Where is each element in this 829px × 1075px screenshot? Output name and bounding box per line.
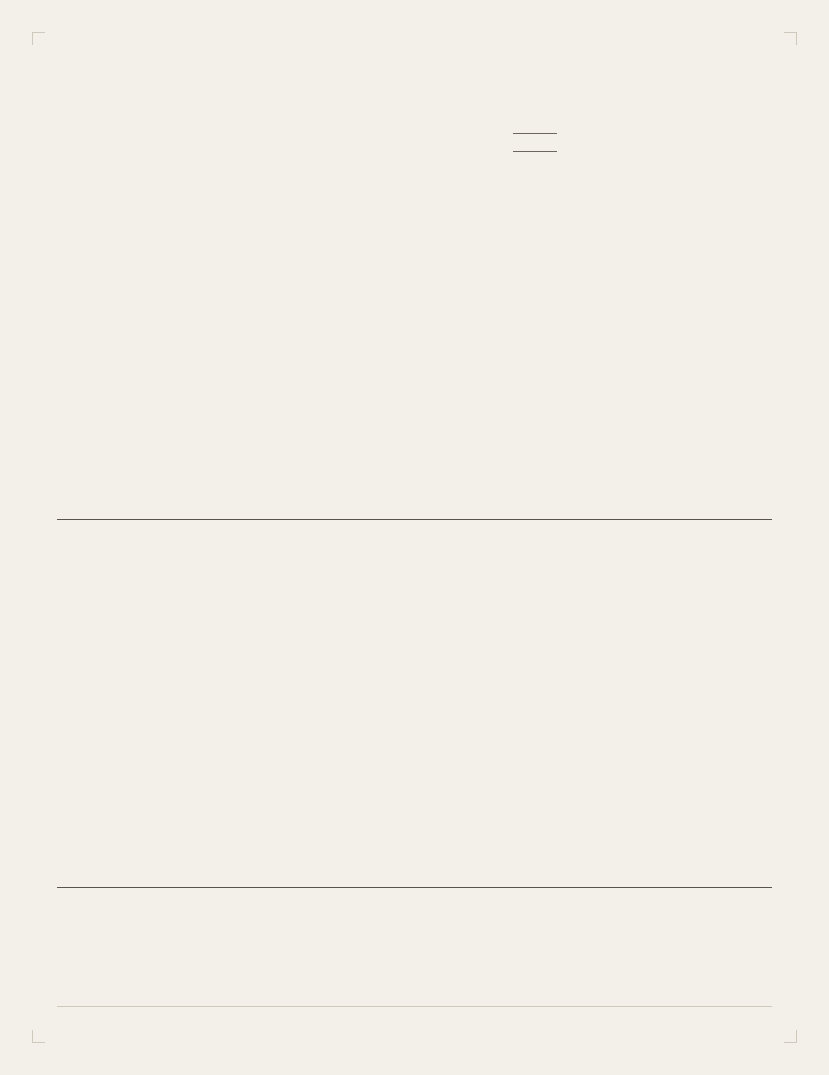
crop-mark-top-left: [32, 32, 45, 45]
footer-divider: [57, 1006, 772, 1007]
crop-mark-bottom-left: [32, 1030, 45, 1043]
convened-label-rule: [513, 151, 557, 152]
crop-mark-bottom-right: [784, 1030, 797, 1043]
section-divider: [57, 519, 772, 520]
estimate-scale: [446, 955, 764, 995]
crop-mark-top-right: [784, 32, 797, 45]
artifact-panel: [513, 130, 772, 172]
page-footer: [57, 1019, 772, 1038]
artifact-label-rule: [513, 133, 557, 134]
estimate-divider: [57, 887, 772, 888]
page-title: [55, 120, 475, 158]
